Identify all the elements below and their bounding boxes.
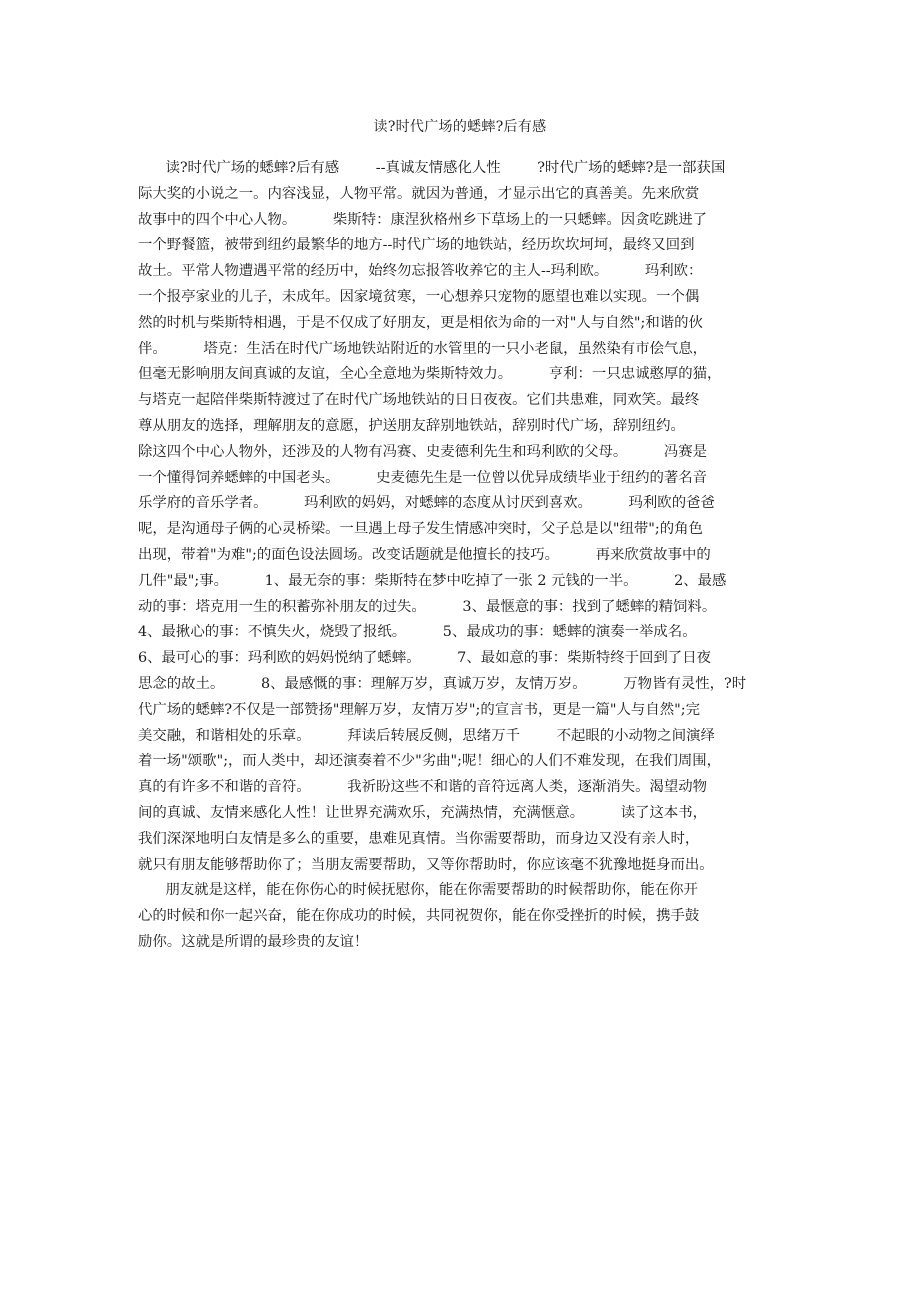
text-line: 朋友就是这样，能在你伤心的时候抚慰你，能在你需要帮助的时候帮助你，能在你开 [138,882,698,899]
text-line: 读?时代广场的蟋蟀?后有感 --真诚友情感化人性 ?时代广场的蟋蟀?是一部获国 [138,160,726,176]
text-line: 一个野餐篮，被带到纽约最繁华的地方--时代广场的地铁站，经历坎坎坷坷，最终又回到 [138,237,695,254]
document-title: 读?时代广场的蟋蟀?后有感 [373,119,547,135]
text-line: 励你。这就是所谓的最珍贵的友谊！ [138,933,369,950]
text-line: 几件"最";事。 1、最无奈的事：柴斯特在梦中吃掉了一张 2 元钱的一半。 2、最感 [138,572,727,589]
text-line: 伴。 塔克：生活在时代广场地铁站附近的水管里的一只小老鼠，虽然染有市侩气息， [138,340,708,357]
text-line: 间的真诚、友情来感化人性！让世界充满欢乐，充满热情，充满惬意。 读了这本书， [138,804,708,821]
text-line: 除这四个中心人物外，还涉及的人物有冯赛、史麦德利先生和玛利欧的父母。 冯赛是 [138,443,708,460]
text-line: 际大奖的小说之一。内容浅显，人物平常。就因为普通，才显示出它的真善美。先来欣赏 [138,185,700,202]
text-line: 着一场"颂歌";，而人类中，却还演奏着不少"劣曲";呢！细心的人们不难发现，在我们周围， [138,753,722,770]
text-line: 出现，带着"为难";的面色设法圆场。改变话题就是他擅长的技巧。 再来欣赏故事中的 [138,546,711,563]
text-line: 动的事：塔克用一生的积蓄弥补朋友的过失。 3、最惬意的事：找到了蟋蟀的精饲料。 [138,598,717,615]
text-line: 一个报亭家业的儿子，未成年。因家境贫寒，一心想养只宠物的愿望也难以实现。一个偶 [138,288,700,305]
text-line: 就只有朋友能够帮助你了；当朋友需要帮助，又等你帮助时，你应该毫不犹豫地挺身而出。 [138,856,714,873]
text-line: 美交融，和谐相处的乐章。 拜读后转展反侧，思绪万千 不起眼的小动物之间演绎 [138,727,715,744]
text-line: 我们深深地明白友情是多么的重要，患难见真情。当你需要帮助，而身边又没有亲人时， [138,830,700,847]
text-line: 一个懂得饲养蟋蟀的中国老头。 史麦德先生是一位曾以优异成绩毕业于纽约的著名音 [138,469,708,486]
text-line: 思念的故土。 8、最感慨的事：理解万岁，真诚万岁，友情万岁。 万物皆有灵性，?时 [138,675,747,692]
text-line: 故事中的四个中心人物。 柴斯特：康涅狄格州乡下草场上的一只蟋蟀。因贪吃跳进了 [138,211,708,228]
text-line: 尊从朋友的选择，理解朋友的意愿，护送朋友辞别地铁站，辞别时代广场，辞别纽约。 [138,417,685,434]
text-line: 真的有许多不和谐的音符。 我祈盼这些不和谐的音符远离人类，逐渐消失。渴望动物 [138,779,708,796]
text-line: 心的时候和你一起兴奋，能在你成功的时候，共同祝贺你，能在你受挫折的时候，携手鼓 [138,908,700,925]
text-line: 但毫无影响朋友间真诚的友谊，全心全意地为柴斯特效力。 亨利：一只忠诚憨厚的猫， [138,366,722,383]
text-line: 乐学府的音乐学者。 玛利欧的妈妈，对蟋蟀的态度从讨厌到喜欢。 玛利欧的爸爸 [138,495,715,512]
text-line: 然的时机与柴斯特相遇，于是不仅成了好朋友，更是相依为命的一对"人与自然";和谐的伙 [138,314,703,331]
text-line: 呢，是沟通母子俩的心灵桥梁。一旦遇上母子发生情感冲突时，父子总是以"纽带";的角色 [138,521,703,538]
text-line: 与塔克一起陪伴柴斯特渡过了在时代广场地铁站的日日夜夜。它们共患难，同欢笑。最终 [138,392,700,409]
text-line: 4、最揪心的事：不慎失火，烧毁了报纸。 5、最成功的事：蟋蟀的演奏一举成名。 [138,624,697,641]
text-line: 代广场的蟋蟀?不仅是一部赞扬"理解万岁，友情万岁";的宣言书，更是一篇"人与自然";完 [138,701,700,718]
text-line: 6、最可心的事：玛利欧的妈妈悦纳了蟋蟀。 7、最如意的事：柴斯特终于回到了日夜 [138,650,711,667]
text-line: 故土。平常人物遭遇平常的经历中，始终勿忘报答收养它的主人--玛利欧。 玛利欧： [138,263,703,280]
document-body [138,156,790,956]
